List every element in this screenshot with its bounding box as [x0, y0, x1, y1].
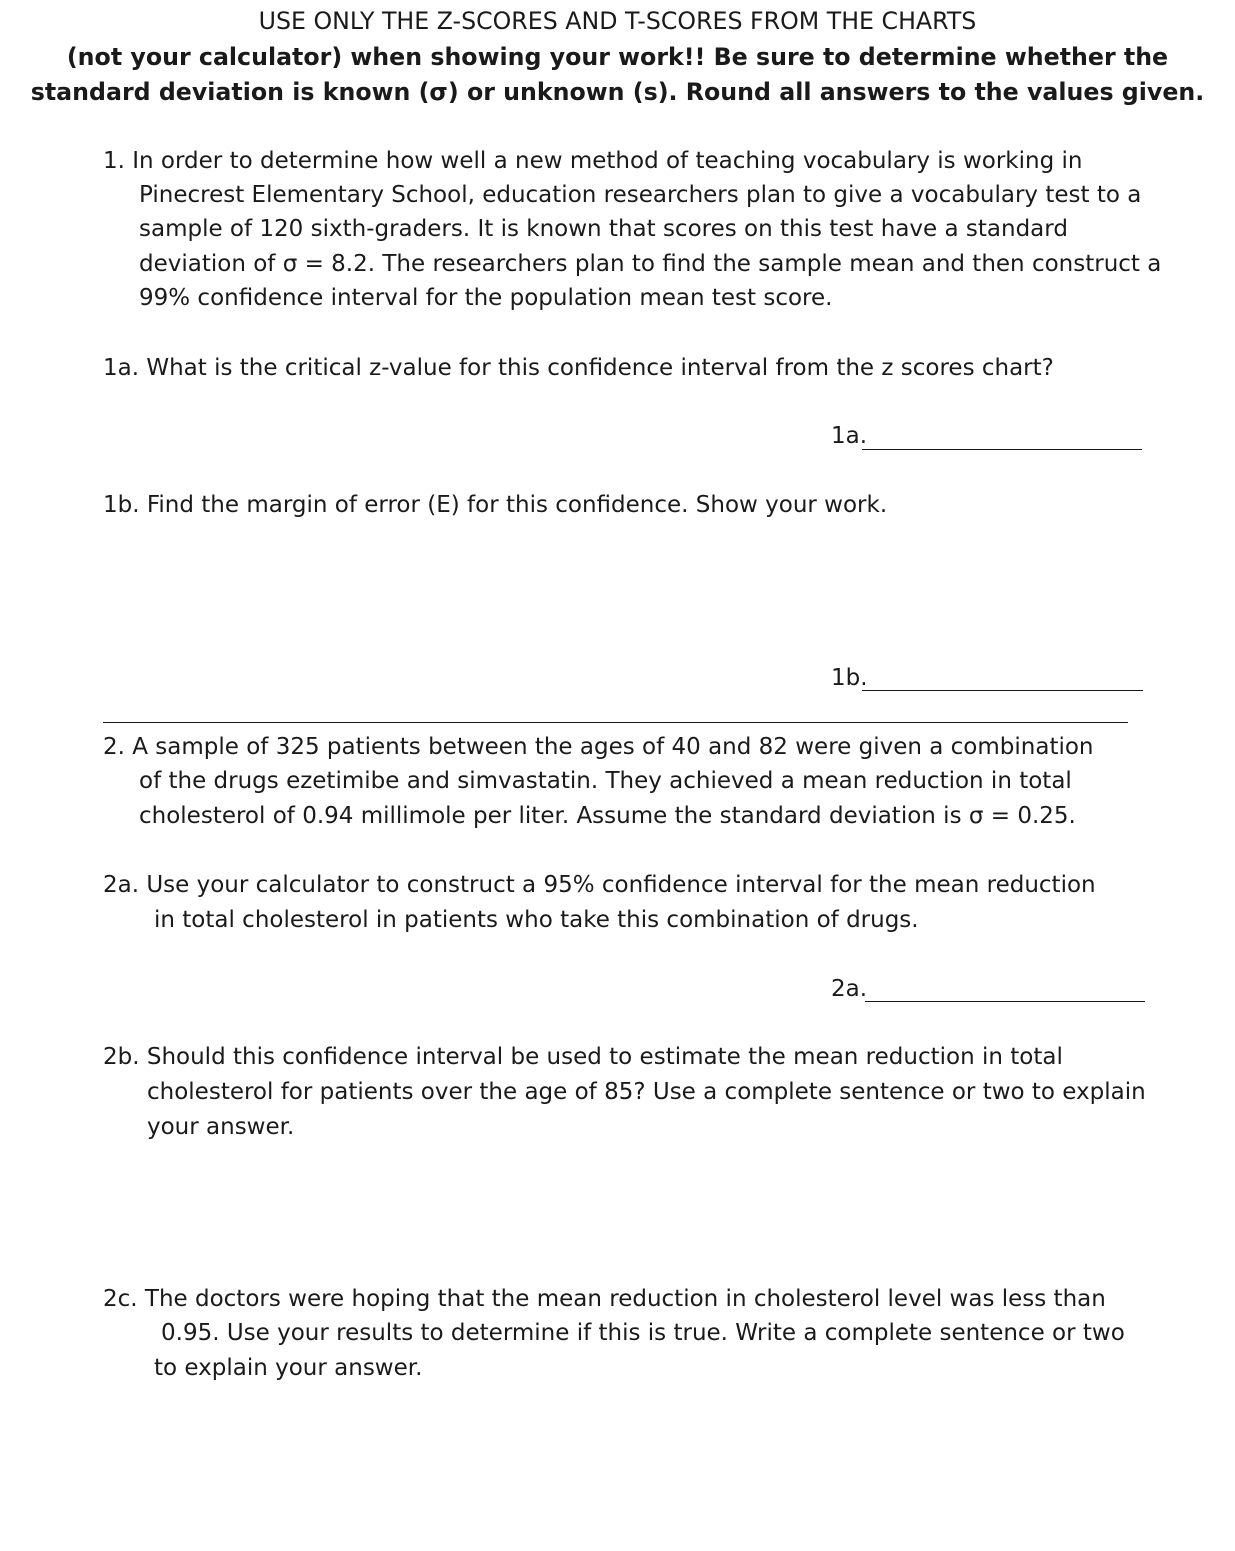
question-1-line-5: 99% confidence interval for the population mean test score.: [139, 285, 833, 311]
question-2c-line-3: to explain your answer.: [154, 1355, 423, 1381]
question-1-line-2: Pinecrest Elementary School, education researchers plan to give a vocabulary test to a: [139, 182, 1142, 208]
instructions-line-3: standard deviation is known (σ) or unknown (s). Round all answers to the values given.: [30, 78, 1205, 106]
question-1-line-1: 1. In order to determine how well a new method of teaching vocabulary is working in: [103, 148, 1083, 174]
question-2a-line-2: in total cholesterol in patients who take this combination of drugs.: [154, 907, 919, 933]
section-divider: [103, 722, 1128, 723]
question-2b-line-2: cholesterol for patients over the age of 85? Use a complete sentence or two to explain: [147, 1079, 1146, 1105]
answer-1a-blank[interactable]: [862, 449, 1142, 450]
question-1a: 1a. What is the critical z-value for this confidence interval from the z scores chart?: [103, 355, 1054, 381]
question-2c-line-2: 0.95. Use your results to determine if this is true. Write a complete sentence or two: [161, 1320, 1125, 1346]
answer-1b-label: 1b.: [831, 665, 868, 691]
question-2b-line-1: 2b. Should this confidence interval be used to estimate the mean reduction in total: [103, 1044, 1063, 1070]
answer-1a-label: 1a.: [831, 423, 868, 449]
question-2c-line-1: 2c. The doctors were hoping that the mean reduction in cholesterol level was less than: [103, 1286, 1106, 1312]
answer-1b-blank[interactable]: [862, 690, 1143, 691]
question-2-line-2: of the drugs ezetimibe and simvastatin. They achieved a mean reduction in total: [139, 768, 1072, 794]
instructions-line-2: (not your calculator) when showing your work!! Be sure to determine whether the: [66, 43, 1169, 71]
question-1b: 1b. Find the margin of error (E) for this confidence. Show your work.: [103, 492, 888, 518]
question-2-line-1: 2. A sample of 325 patients between the ages of 40 and 82 were given a combination: [103, 734, 1094, 760]
answer-2a-label: 2a.: [831, 976, 868, 1002]
question-1-line-4: deviation of σ = 8.2. The researchers plan to find the sample mean and then construct a: [139, 251, 1162, 277]
question-2-line-3: cholesterol of 0.94 millimole per liter. Assume the standard deviation is σ = 0.25.: [139, 803, 1076, 829]
question-1-line-3: sample of 120 sixth-graders. It is known that scores on this test have a standard: [139, 216, 1068, 242]
question-2a-line-1: 2a. Use your calculator to construct a 95% confidence interval for the mean reduction: [103, 872, 1096, 898]
instructions-title: USE ONLY THE Z-SCORES AND T-SCORES FROM THE CHARTS: [258, 7, 977, 35]
answer-2a-blank[interactable]: [865, 1001, 1145, 1002]
question-2b-line-3: your answer.: [147, 1114, 295, 1140]
